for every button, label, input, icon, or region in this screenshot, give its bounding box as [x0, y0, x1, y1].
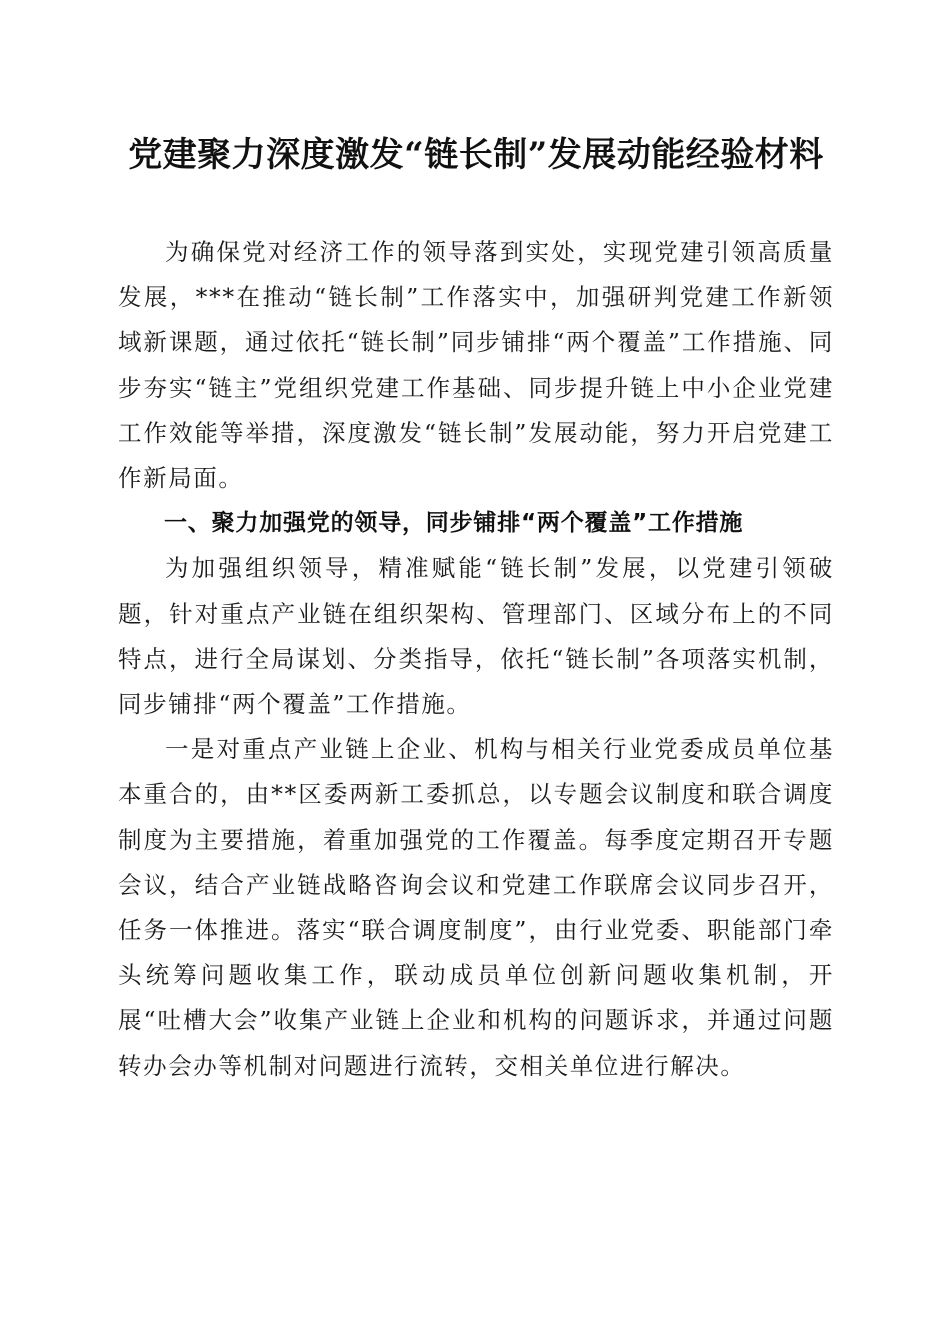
section-paragraph: 为加强组织领导，精准赋能“链长制”发展，以党建引领破题，针对重点产业链在组织架构、管理部门、区域分布上的不同特点，进行全局谋划、分类指导，依托“链长制”各项落实机制，同步铺排“两个覆盖”工作措施。: [118, 554, 834, 719]
intro-paragraph: 为确保党对经济工作的领导落到实处，实现党建引领高质量发展，***在推动“链长制”工作落实中，加强研判党建工作新领域新课题，通过依托“链长制”同步铺排“两个覆盖”工作措施、同步夯实“链主”党组织党建工作基础、同步提升链上中小企业党建工作效能等举措，深度激发“链长制”发展动能，努力开启党建工作新局面。: [118, 238, 834, 493]
document-page: [118, 132, 834, 1089]
section-paragraph: 一是对重点产业链上企业、机构与相关行业党委成员单位基本重合的，由**区委两新工委抓总，以专题会议制度和联合调度制度为主要措施，着重加强党的工作覆盖。每季度定期召开专题会议，结合产业链战略咨询会议和党建工作联席会议同步召开，任务一体推进。落实“联合调度制度”，由行业党委、职能部门牵头统筹问题收集工作，联动成员单位创新问题收集机制，开展“吐槽大会”收集产业链上企业和机构的问题诉求，并通过问题转办会办等机制对问题进行流转，交相关单位进行解决。: [118, 735, 834, 1080]
document-title: 党建聚力深度激发“链长制”发展动能经验材料: [128, 135, 824, 175]
section-heading: 一、聚力加强党的领导，同步铺排“两个覆盖”工作措施: [164, 510, 744, 537]
